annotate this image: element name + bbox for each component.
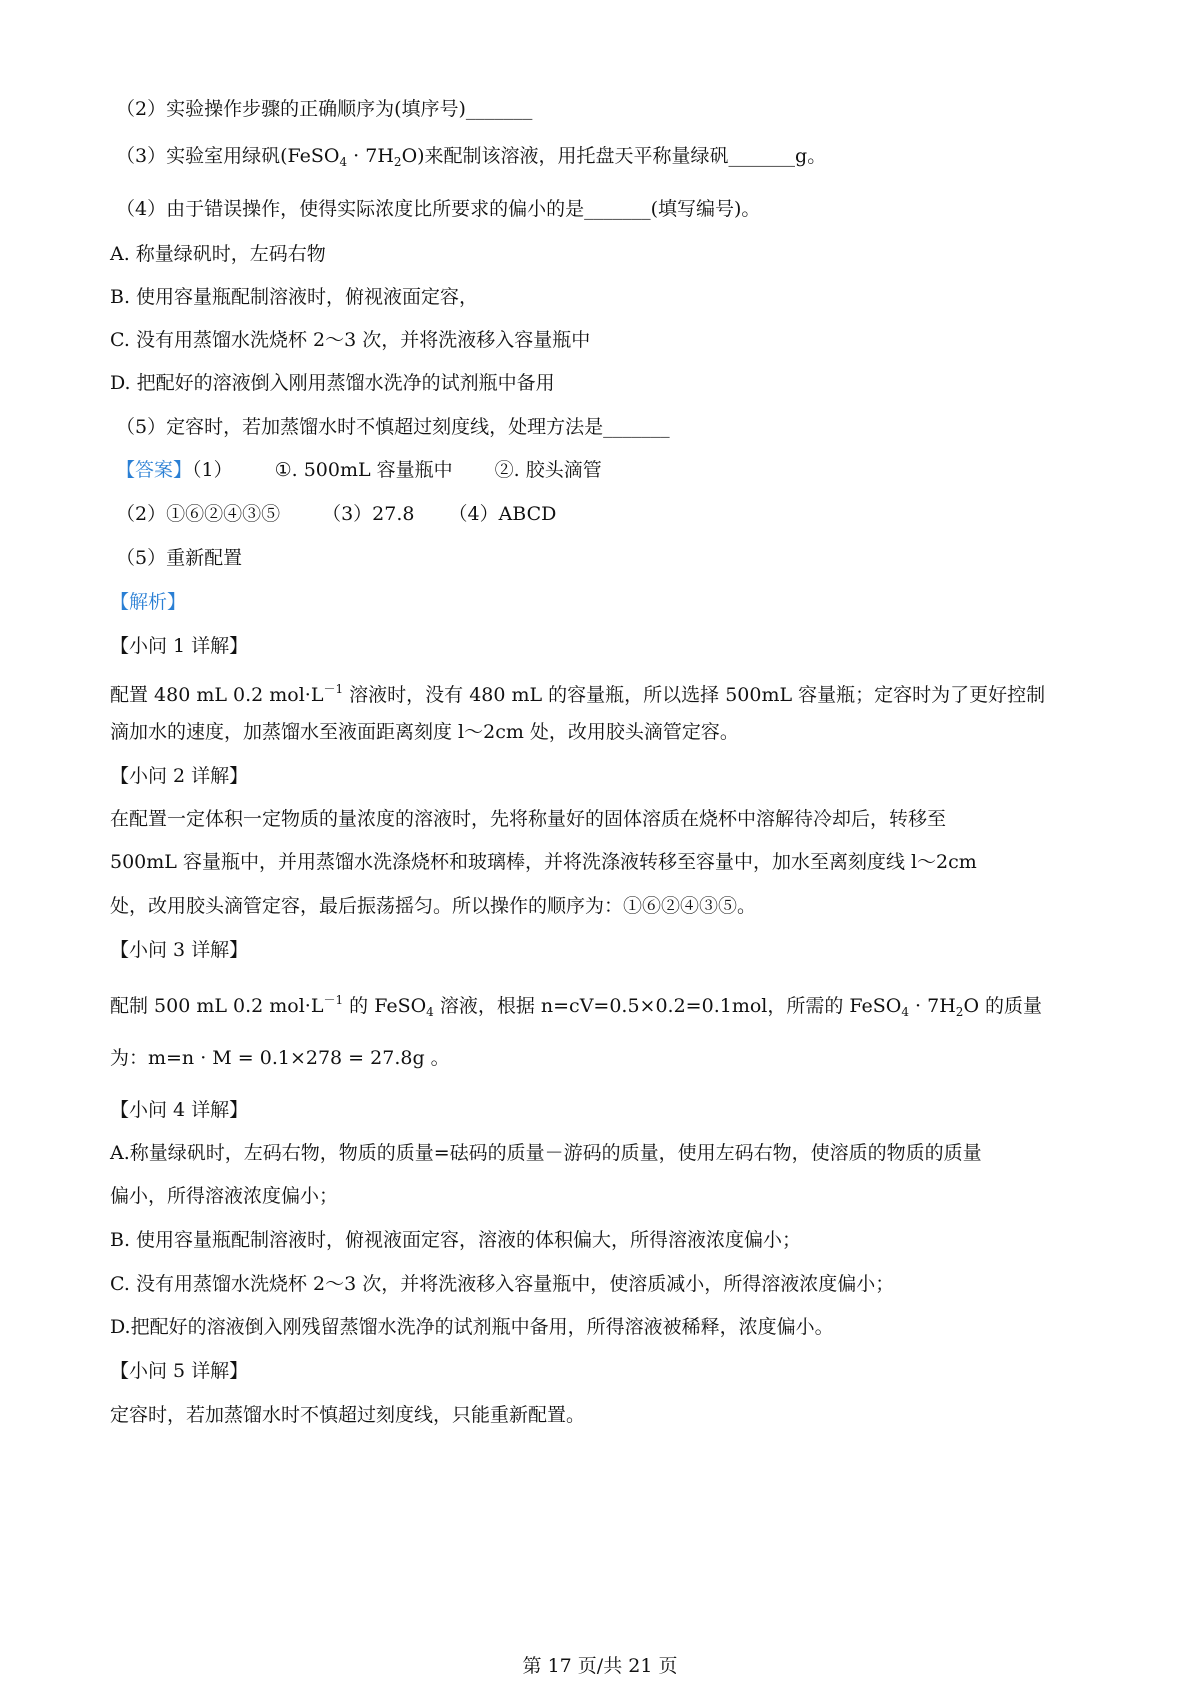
answer-2: （2）①⑥②④③⑤	[116, 503, 281, 525]
sub-question-1-heading: 【小问 1 详解】	[110, 635, 249, 657]
option-c: C. 没有用蒸馏水洗烧杯 2～3 次，并将洗液移入容量瓶中	[110, 329, 591, 351]
answer-1-part-2: ②. 胶头滴管	[494, 459, 602, 481]
detail-2-line-3: 处，改用胶头滴管定容，最后振荡摇匀。所以操作的顺序为：①⑥②④③⑤。	[110, 895, 757, 917]
detail-4-line-1: A.称量绿矾时，左码右物，物质的质量=砝码的质量－游码的质量，使用左码右物，使溶质的物质的质量	[110, 1142, 982, 1164]
question-2: （2）实验操作步骤的正确顺序为(填序号)_______	[116, 98, 533, 120]
detail-4-line-3: B. 使用容量瓶配制溶液时，俯视液面定容，溶液的体积偏大，所得溶液浓度偏小；	[110, 1229, 802, 1251]
detail-1-line-2: 滴加水的速度，加蒸馏水至液面距离刻度 l～2cm 处，改用胶头滴管定容。	[110, 721, 739, 743]
page-footer: 第 17 页/共 21 页	[522, 1655, 678, 1677]
sub-question-5-heading: 【小问 5 详解】	[110, 1360, 249, 1382]
question-3-suffix: )来配制该溶液，用托盘天平称量绿矾_______g。	[417, 145, 827, 167]
question-3-prefix: （3）实验室用绿矾(	[116, 145, 288, 167]
detail-4-line-2: 偏小，所得溶液浓度偏小；	[110, 1185, 339, 1207]
detail-1-line-1: 配置 480 mL 0.2 $mol\cdot L^{-1}$ 溶液时，没有 480 mL 的容量瓶，所以选择 500mL 容量瓶；定容时为了更好控制	[110, 682, 1046, 706]
option-d: D. 把配好的溶液倒入刚用蒸馏水洗净的试剂瓶中备用	[110, 372, 555, 394]
detail-2-line-1: 在配置一定体积一定物质的量浓度的溶液时，先将称量好的固体溶质在烧杯中溶解待冷却后，转移至	[110, 808, 947, 830]
detail-2-line-2: 500mL 容量瓶中，并用蒸馏水洗涤烧杯和玻璃棒，并将洗涤液转移至容量中，加水至离刻度线 l～2cm	[110, 851, 977, 873]
answer-4: （4）ABCD	[448, 503, 557, 525]
sub-question-2-heading: 【小问 2 详解】	[110, 765, 249, 787]
answer-label: 【答案】	[116, 459, 193, 481]
answer-line-1	[116, 456, 602, 484]
option-a: A. 称量绿矾时，左码右物	[110, 243, 326, 265]
answer-1-part-1: ①. 500mL 容量瓶中	[274, 459, 453, 481]
detail-4-line-5: D.把配好的溶液倒入刚残留蒸馏水洗净的试剂瓶中备用，所得溶液被稀释，浓度偏小。	[110, 1316, 834, 1338]
question-5: （5）定容时，若加蒸馏水时不慎超过刻度线，处理方法是_______	[116, 416, 670, 438]
detail-4-line-4: C. 没有用蒸馏水洗烧杯 2～3 次，并将洗液移入容量瓶中，使溶质减小，所得溶液浓度偏小；	[110, 1273, 895, 1295]
analysis-label: 【解析】	[110, 591, 187, 613]
detail-3-line-1: 配制 500 mL 0.2 $mol\cdot L^{-1}$ 的 FeSO$_4$ 溶液，根据 n=cV=0.5×0.2=0.1mol，所需的 FeSO$_4$ · $7H_2O$ 的质量	[110, 993, 1043, 1019]
option-b: B. 使用容量瓶配制溶液时，俯视液面定容，	[110, 286, 479, 308]
sub-question-3-heading: 【小问 3 详解】	[110, 939, 249, 961]
answer-line-2	[116, 500, 556, 528]
detail-3-line-2: 为：m=n · M = 0.1×278 = 27.8g 。	[110, 1047, 450, 1069]
answer-1-number: （1）	[192, 459, 233, 481]
question-4: （4）由于错误操作，使得实际浓度比所要求的偏小的是_______(填写编号)。	[116, 198, 761, 220]
answer-5: （5）重新配置	[116, 547, 243, 569]
detail-5-line-1: 定容时，若加蒸馏水时不慎超过刻度线，只能重新配置。	[110, 1404, 586, 1426]
question-3	[116, 142, 826, 176]
answer-3: （3）27.8	[322, 503, 415, 525]
sub-question-4-heading: 【小问 4 详解】	[110, 1099, 249, 1121]
formula-ferrous-sulfate: FeSO$_4$ · $7H_2O$	[287, 145, 418, 169]
